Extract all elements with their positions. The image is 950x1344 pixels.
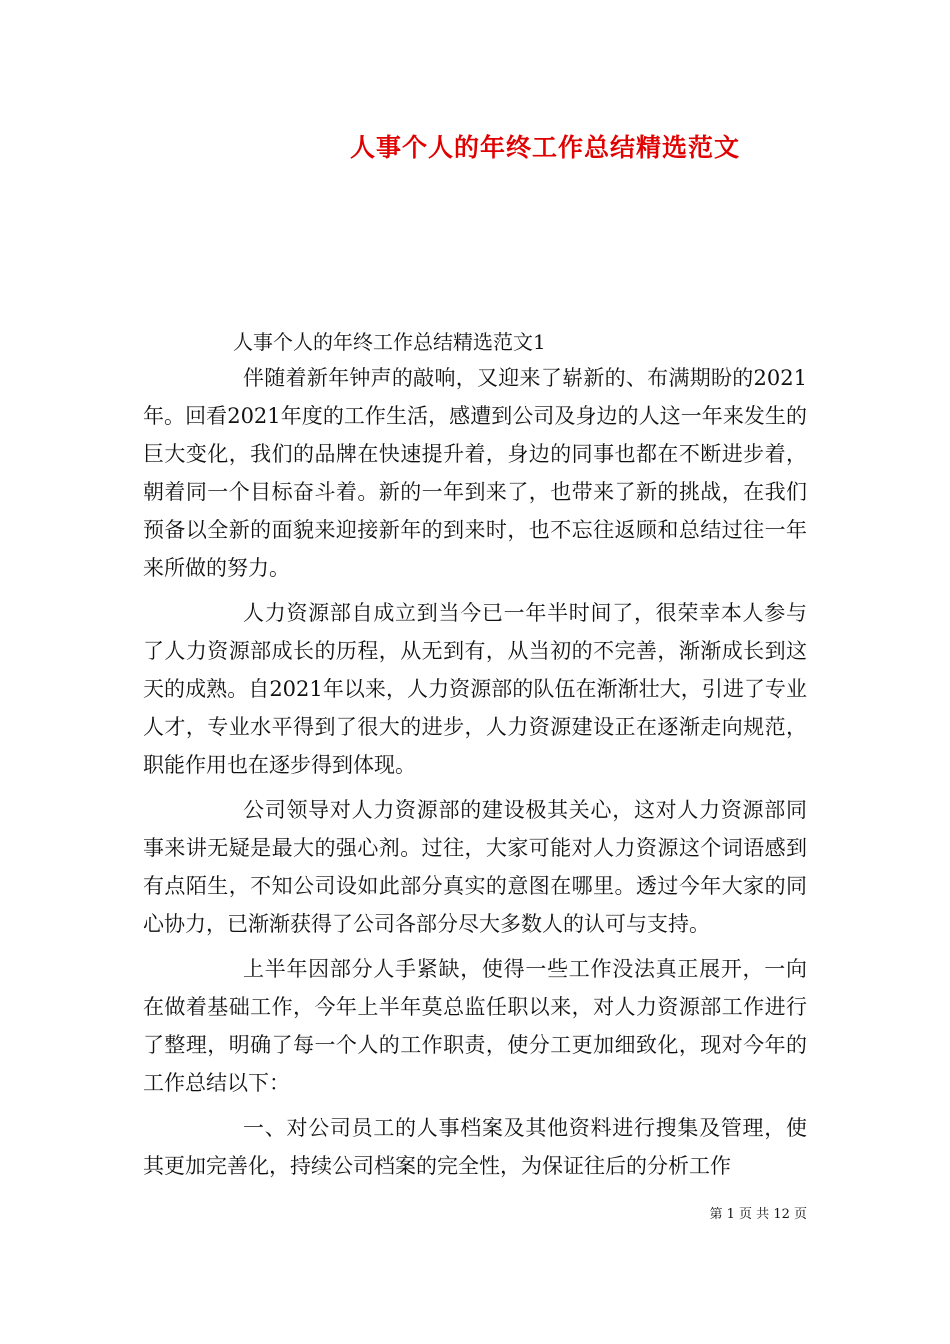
paragraph-4: 上半年因部分人手紧缺，使得一些工作没法真正展开，一向在做着基础工作，今年上半年莫总监任职以来，对人力资源部工作进行了整理，明确了每一个人的工作职责，使分工更加细致化，现对今年的工作总结以下：	[143, 957, 807, 1095]
paragraph-2: 人力资源部自成立到当今已一年半时间了，很荣幸本人参与了人力资源部成长的历程，从无到有，从当初的不完善，渐渐成长到这天的成熟。自2021年以来，人力资源部的队伍在渐渐壮大，引进了专业人才，专业水平得到了很大的进步，人力资源建设正在逐渐走向规范，职能作用也在逐步得到体现。	[143, 601, 807, 777]
paragraph-1: 伴随着新年钟声的敲响，又迎来了崭新的、布满期盼的2021年。回看2021年度的工作生活，感遭到公司及身边的人这一年来发生的巨大变化，我们的品牌在快速提升着，身边的同事也都在不断进步着，朝着同一个目标奋斗着。新的一年到来了，也带来了新的挑战，在我们预备以全新的面貌来迎接新年的到来时，也不忘往返顾和总结过往一年来所做的努力。	[143, 366, 807, 580]
document-body	[143, 325, 807, 1192]
document-title: 人事个人的年终工作总结精选范文	[349, 133, 740, 162]
page-number-footer: 第 1 页 共 12 页	[709, 1207, 807, 1222]
paragraph-5: 一、对公司员工的人事档案及其他资料进行搜集及管理，使其更加完善化，持续公司档案的完全性，为保证往后的分析工作	[143, 1116, 807, 1178]
paragraph-3: 公司领导对人力资源部的建设极其关心，这对人力资源部同事来讲无疑是最大的强心剂。过往，大家可能对人力资源这个词语感到有点陌生，不知公司设如此部分真实的意图在哪里。透过今年大家的同心协力，已渐渐获得了公司各部分尽大多数人的认可与支持。	[143, 798, 807, 936]
section-subheading: 人事个人的年终工作总结精选范文1	[233, 330, 546, 354]
